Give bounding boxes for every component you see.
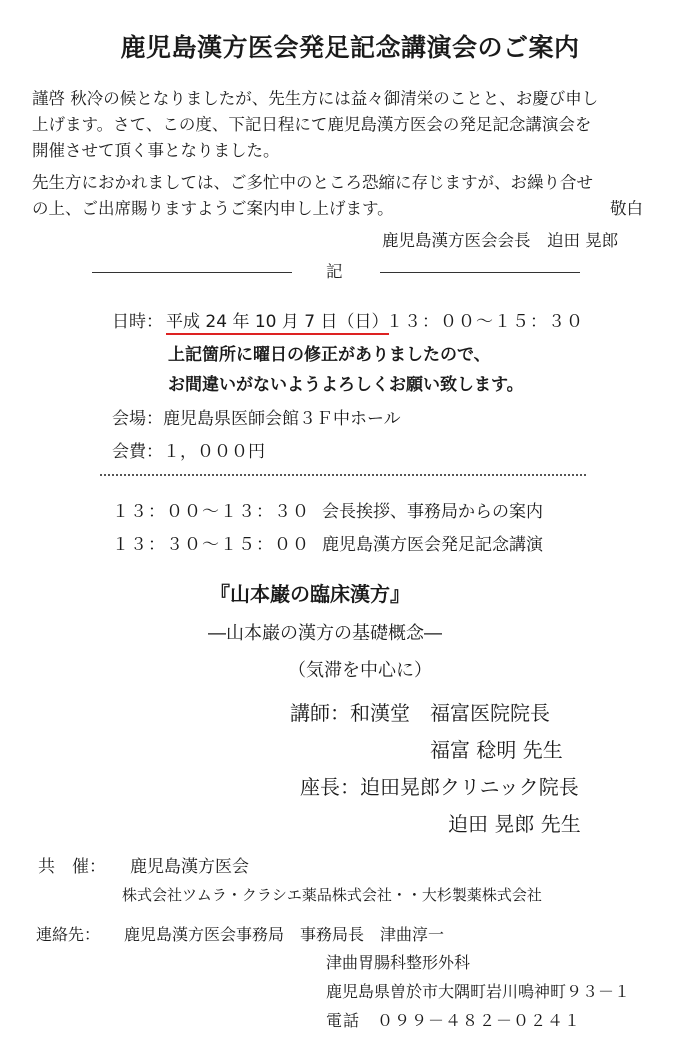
schedule-desc-1: 会長挨拶、事務局からの案内 bbox=[322, 502, 543, 522]
date-value: 平成 24 年 10 月 7 日（日） bbox=[166, 312, 389, 335]
divider-left bbox=[92, 272, 292, 273]
contact-clinic: 津曲胃腸科整形外科 bbox=[326, 953, 471, 972]
venue: 会場：鹿児島県医師会館３Ｆ中ホール bbox=[112, 409, 401, 429]
lecture-title: 『山本巌の臨床漢方』 bbox=[210, 582, 410, 606]
contact-label: 連絡先： bbox=[36, 925, 101, 944]
correction-note-2: お間違いがないようよろしくお願い致します。 bbox=[168, 375, 524, 395]
chair-name: 迫田 晃郎 先生 bbox=[448, 812, 581, 836]
intro-line-4: 先生方におかれましては、ご多忙中のところ恐縮に存じますが、お繰り合せ bbox=[32, 173, 593, 192]
page-title: 鹿児島漢方医会発足記念講演会のご案内 bbox=[120, 33, 580, 62]
lecturer-name: 福富 稔明 先生 bbox=[430, 738, 563, 762]
chair-affiliation: 座長：迫田晃郎クリニック院長 bbox=[300, 775, 579, 799]
cosponsor-label: 共 催： bbox=[38, 857, 106, 877]
ki-mark: 記 bbox=[326, 262, 343, 281]
schedule-desc-2: 鹿児島漢方医会発足記念講演 bbox=[322, 535, 543, 555]
lecture-subtitle-2: （気滞を中心に） bbox=[288, 660, 432, 681]
intro-line-5: の上、ご出席賜りますようご案内申し上げます。 bbox=[32, 199, 394, 218]
signature: 鹿児島漢方医会会長 迫田 晃郎 bbox=[382, 231, 619, 250]
divider-right bbox=[380, 272, 580, 273]
event-time: １３：００～１５：３０ bbox=[386, 312, 584, 332]
intro-line-3: 開催させて頂く事となりました。 bbox=[32, 141, 280, 160]
date-label: 日時： bbox=[112, 312, 163, 332]
fee: 会費：１，０００円 bbox=[112, 442, 265, 462]
intro-line-1: 謹啓 秋冷の候となりましたが、先生方には益々御清栄のことと、お慶び申し bbox=[32, 89, 599, 108]
contact-office: 鹿児島漢方医会事務局 事務局長 津曲淳一 bbox=[124, 925, 445, 944]
contact-phone: 電話 ０９９－４８２－０２４１ bbox=[326, 1011, 582, 1030]
dotted-divider bbox=[100, 474, 586, 476]
schedule-time-2: １３：３０～１５：００ bbox=[112, 535, 310, 555]
closing-word: 敬白 bbox=[610, 199, 643, 218]
schedule-time-1: １３：００～１３：３０ bbox=[112, 502, 310, 522]
cosponsor-companies: 株式会社ツムラ・クラシエ薬品株式会社・・大杉製薬株式会社 bbox=[122, 886, 542, 904]
cosponsor-name: 鹿児島漢方医会 bbox=[130, 857, 249, 877]
lecturer-affiliation: 講師：和漢堂 福富医院院長 bbox=[290, 701, 550, 725]
lecture-subtitle: ―山本巌の漢方の基礎概念― bbox=[208, 623, 442, 644]
correction-note-1: 上記箇所に曜日の修正がありましたので、 bbox=[168, 345, 491, 365]
intro-line-2: 上げます。さて、この度、下記日程にて鹿児島漢方医会の発足記念講演会を bbox=[32, 115, 592, 134]
contact-address: 鹿児島県曽於市大隅町岩川鳴神町９３－１ bbox=[326, 982, 631, 1001]
